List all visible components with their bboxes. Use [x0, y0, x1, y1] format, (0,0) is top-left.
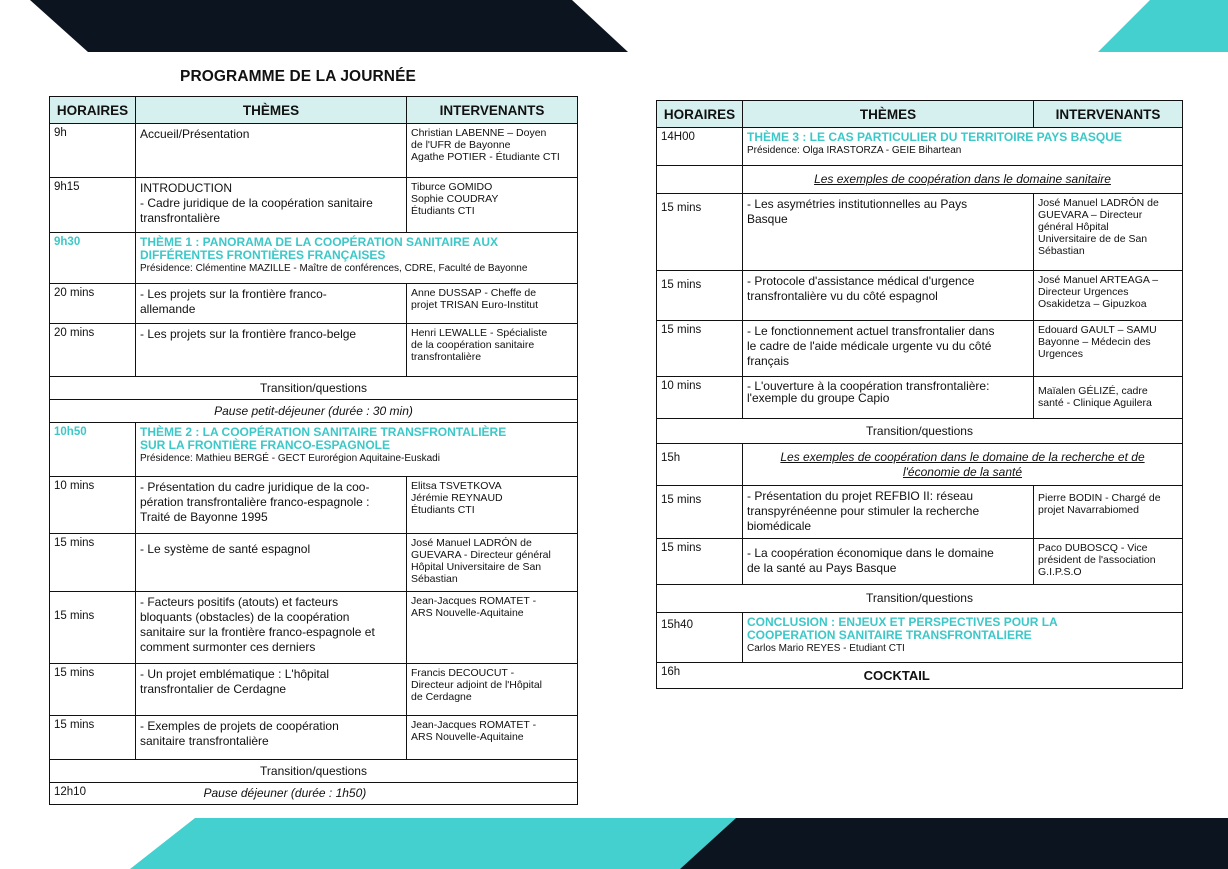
table-row	[657, 377, 1183, 419]
program-table-afternoon	[656, 100, 1183, 689]
conclusion-title: CONCLUSION : ENJEUX ET PERSPECTIVES POUR LA COOPERATION SANITAIRE TRANSFRONTALIERE	[747, 615, 1058, 642]
row-time: 10 mins	[657, 377, 743, 419]
row-theme: - La coopération économique dans le domaine de la santé au Pays Basque	[743, 539, 1034, 585]
row-theme: - Exemples de projets de coopération sanitaire transfrontalière	[136, 716, 407, 760]
subsection-label: Les exemples de coopération dans le domaine de la recherche et de l'économie de la santé	[743, 444, 1183, 486]
header-themes: THÈMES	[136, 97, 407, 124]
empty-cell	[657, 166, 743, 194]
subsection-label: Les exemples de coopération dans le domaine sanitaire	[743, 166, 1183, 194]
theme-title: THÈME 1 : PANORAMA DE LA COOPÉRATION SANITAIRE AUX DIFFÉRENTES FRONTIÈRES FRANÇAISES	[140, 235, 499, 262]
row-time: 15 mins	[50, 716, 136, 760]
theme-row	[657, 613, 1183, 663]
row-time: 15 mins	[50, 534, 136, 592]
conclusion-presidence: Carlos Mario REYES - Etudiant CTI	[747, 643, 905, 654]
row-time: 9h15	[50, 178, 136, 233]
transition-row	[657, 419, 1183, 444]
page-title: PROGRAMME DE LA JOURNÉE	[180, 68, 416, 85]
row-speakers: Pierre BODIN - Chargé de projet Navarrabiomed	[1034, 486, 1183, 539]
transition-label: Transition/questions	[50, 760, 578, 783]
transition-row	[50, 377, 578, 400]
theme-time: 9h30	[50, 233, 136, 284]
row-theme: - Les projets sur la frontière franco- allemande	[136, 284, 407, 324]
table-row	[657, 539, 1183, 585]
row-speakers: Edouard GAULT – SAMU Bayonne – Médecin des Urgences	[1034, 321, 1183, 377]
theme-cell	[743, 613, 1183, 663]
theme-time: 10h50	[50, 423, 136, 477]
row-speakers: Jean-Jacques ROMATET - ARS Nouvelle-Aquitaine	[407, 592, 578, 664]
conclusion-time: 15h40	[657, 613, 743, 663]
row-theme: - Un projet emblématique : L'hôpital transfrontalier de Cerdagne	[136, 664, 407, 716]
theme-cell	[743, 128, 1183, 166]
theme-row	[657, 128, 1183, 166]
theme-time: 14H00	[657, 128, 743, 166]
table-header-row	[657, 101, 1183, 128]
row-speakers: Francis DECOUCUT - Directeur adjoint de l'Hôpital de Cerdagne	[407, 664, 578, 716]
row-theme: Accueil/Présentation	[136, 124, 407, 178]
theme-cell	[136, 423, 578, 477]
theme-presidence: Présidence: Clémentine MAZILLE - Maître de conférences, CDRE, Faculté de Bayonne	[140, 263, 528, 274]
table-row	[50, 664, 578, 716]
row-time: 10 mins	[50, 477, 136, 534]
row-speakers: Elitsa TSVETKOVA Jérémie REYNAUD Étudiants CTI	[407, 477, 578, 534]
header-themes: THÈMES	[743, 101, 1034, 128]
table-row	[50, 324, 578, 377]
row-time: 12h10	[50, 783, 136, 805]
row-speakers: José Manuel LADRÓN de GUEVARA – Directeur général Hôpital Universitaire de de San Sébastian	[1034, 194, 1183, 271]
row-theme: - Présentation du projet REFBIO II: réseau transpyrénéenne pour stimuler la recherche biomédicale	[743, 486, 1034, 539]
row-theme: - Le système de santé espagnol	[136, 534, 407, 592]
table-row	[657, 486, 1183, 539]
program-table-morning	[49, 96, 578, 805]
lunch-label: Pause déjeuner (durée : 1h50)	[136, 783, 578, 805]
row-time: 20 mins	[50, 284, 136, 324]
transition-label: Transition/questions	[657, 585, 1183, 613]
row-time: 15 mins	[657, 539, 743, 585]
table-row	[657, 194, 1183, 271]
theme-presidence: Présidence: Olga IRASTORZA - GEIE Bihartean	[747, 145, 962, 156]
header-intervenants: INTERVENANTS	[1034, 101, 1183, 128]
row-time: 15 mins	[657, 194, 743, 271]
row-theme: - Les asymétries institutionnelles au Pays Basque	[743, 194, 1034, 271]
table-row	[50, 716, 578, 760]
row-theme: - Facteurs positifs (atouts) et facteurs bloquants (obstacles) de la coopération sanitaire sur la frontière franco-espagnole et comment surmonter ces derniers	[136, 592, 407, 664]
row-speakers: Maïalen GÉLIZÉ, cadre santé - Clinique Aguilera	[1034, 377, 1183, 419]
header-horaires: HORAIRES	[657, 101, 743, 128]
subsection-row	[657, 166, 1183, 194]
table-row	[657, 271, 1183, 321]
row-time: 15h	[657, 444, 743, 486]
row-theme: - Présentation du cadre juridique de la coo- pération transfrontalière franco-espagnole : Traité de Bayonne 1995	[136, 477, 407, 534]
row-speakers: José Manuel ARTEAGA – Directeur Urgences Osakidetza – Gipuzkoa	[1034, 271, 1183, 321]
row-theme: - L'ouverture à la coopération transfrontalière: l'exemple du groupe Capio	[743, 377, 1034, 419]
row-time: 15 mins	[50, 592, 136, 664]
table-row	[50, 284, 578, 324]
cocktail-label: COCKTAIL	[743, 663, 1183, 689]
table-row	[657, 321, 1183, 377]
table-row	[50, 124, 578, 178]
pause-row	[50, 400, 578, 423]
row-time: 15 mins	[657, 321, 743, 377]
header-horaires: HORAIRES	[50, 97, 136, 124]
row-theme: - Protocole d'assistance médical d'urgence transfrontalière vu du côté espagnol	[743, 271, 1034, 321]
row-speakers: Jean-Jacques ROMATET - ARS Nouvelle-Aquitaine	[407, 716, 578, 760]
row-time: 16h	[657, 663, 743, 689]
row-speakers: Paco DUBOSCQ - Vice président de l'association G.I.P.S.O	[1034, 539, 1183, 585]
table-header-row	[50, 97, 578, 124]
lunch-row	[50, 783, 578, 805]
transition-row	[50, 760, 578, 783]
row-speakers: Christian LABENNE – Doyen de l'UFR de Bayonne Agathe POTIER - Étudiante CTI	[407, 124, 578, 178]
transition-label: Transition/questions	[50, 377, 578, 400]
transition-row	[657, 585, 1183, 613]
row-theme: - Les projets sur la frontière franco-belge	[136, 324, 407, 377]
row-time: 15 mins	[657, 271, 743, 321]
subsection-row	[657, 444, 1183, 486]
table-row	[50, 477, 578, 534]
row-speakers: Tiburce GOMIDO Sophie COUDRAY Étudiants CTI	[407, 178, 578, 233]
row-time: 20 mins	[50, 324, 136, 377]
theme-title: THÈME 3 : LE CAS PARTICULIER DU TERRITOIRE PAYS BASQUE	[747, 130, 1122, 144]
cocktail-row	[657, 663, 1183, 689]
row-speakers: Anne DUSSAP - Cheffe de projet TRISAN Euro-Institut	[407, 284, 578, 324]
row-speakers: José Manuel LADRÓN de GUEVARA - Directeur général Hôpital Universitaire de San Sébastian	[407, 534, 578, 592]
theme-cell	[136, 233, 578, 284]
table-row	[50, 178, 578, 233]
row-time: 15 mins	[50, 664, 136, 716]
table-row	[50, 592, 578, 664]
header-intervenants: INTERVENANTS	[407, 97, 578, 124]
row-theme: - Le fonctionnement actuel transfrontalier dans le cadre de l'aide médicale urgente vu du côté français	[743, 321, 1034, 377]
theme-row	[50, 233, 578, 284]
table-row	[50, 534, 578, 592]
transition-label: Transition/questions	[657, 419, 1183, 444]
row-speakers: Henri LEWALLE - Spécialiste de la coopération sanitaire transfrontalière	[407, 324, 578, 377]
theme-title: THÈME 2 : LA COOPÉRATION SANITAIRE TRANSFRONTALIÈRE SUR LA FRONTIÈRE FRANCO-ESPAGNOLE	[140, 425, 507, 452]
row-theme: INTRODUCTION - Cadre juridique de la coopération sanitaire transfrontalière	[136, 178, 407, 233]
row-time: 15 mins	[657, 486, 743, 539]
theme-presidence: Présidence: Mathieu BERGÉ - GECT Eurorégion Aquitaine-Euskadi	[140, 453, 440, 464]
theme-row	[50, 423, 578, 477]
pause-label: Pause petit-déjeuner (durée : 30 min)	[50, 400, 578, 423]
row-time: 9h	[50, 124, 136, 178]
